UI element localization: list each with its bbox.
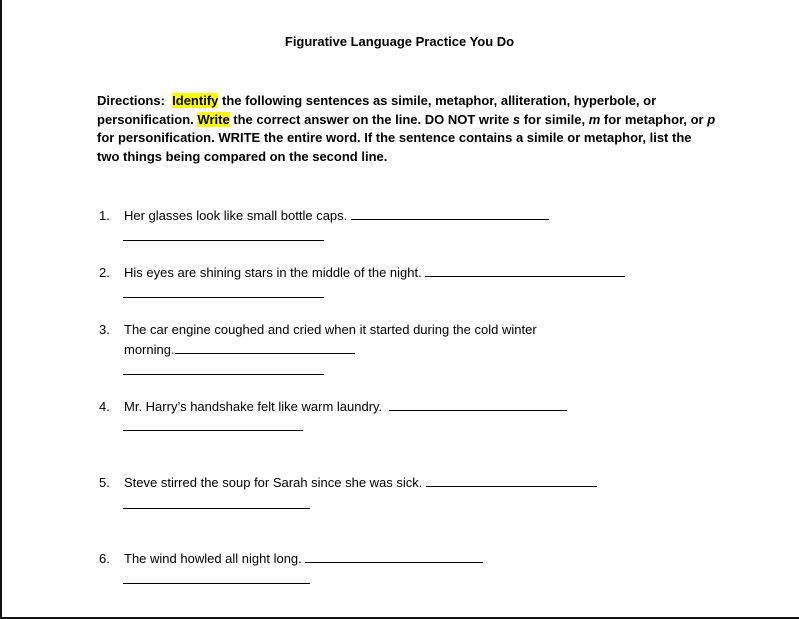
directions-text-1: the following sentences as simile, metaphor, alliteration, hyperbole, or personification. <box>97 93 657 127</box>
question-number: 6. <box>99 551 110 566</box>
answer-line[interactable] <box>426 473 597 487</box>
worksheet-title: Figurative Language Practice You Do <box>284 34 515 49</box>
highlight-identify: Identify <box>172 93 219 108</box>
answer-line[interactable] <box>305 549 483 563</box>
answer-line[interactable] <box>351 206 549 220</box>
directions-text-5: for personification. WRITE the entire word. If the sentence contains a simile or metaphor, list the two things being compared on the second line. <box>97 130 692 164</box>
directions-text-4: for metaphor, or <box>600 111 708 127</box>
letter-s: s <box>512 111 521 127</box>
answer-line[interactable] <box>425 263 625 277</box>
compared-line-4[interactable] <box>123 430 303 431</box>
question-text: Steve stirred the soup for Sarah since she was sick. <box>124 475 423 490</box>
directions-paragraph <box>97 92 717 166</box>
question-number: 4. <box>99 399 110 414</box>
question-number: 1. <box>99 208 110 223</box>
answer-line[interactable] <box>175 340 355 354</box>
question-text: His eyes are shining stars in the middle of the night. <box>124 265 422 280</box>
answer-line[interactable] <box>389 397 567 411</box>
question-text: Mr. Harry’s handshake felt like warm laundry. <box>124 399 383 414</box>
letter-m: m <box>588 111 601 127</box>
question-number: 5. <box>99 475 110 490</box>
question-text: The wind howled all night long. <box>124 551 302 566</box>
compared-line-5[interactable] <box>123 508 310 509</box>
compared-line-2[interactable] <box>123 297 324 298</box>
question-text: Her glasses look like small bottle caps. <box>124 208 348 223</box>
compared-line-1[interactable] <box>123 240 324 241</box>
question-text: The car engine coughed and cried when it started during the cold winter <box>124 322 537 337</box>
compared-line-6[interactable] <box>123 583 310 584</box>
compared-line-3[interactable] <box>123 374 324 375</box>
directions-text-2: the correct answer on the line. DO NOT write <box>229 111 513 127</box>
directions-text-3: for simile, <box>520 111 589 127</box>
directions-label: Directions: <box>97 93 165 108</box>
question-text-continued: morning. <box>124 342 175 357</box>
highlight-write: Write <box>197 111 230 127</box>
letter-p: p <box>707 111 716 127</box>
question-number: 2. <box>99 265 110 280</box>
question-number: 3. <box>99 322 110 337</box>
